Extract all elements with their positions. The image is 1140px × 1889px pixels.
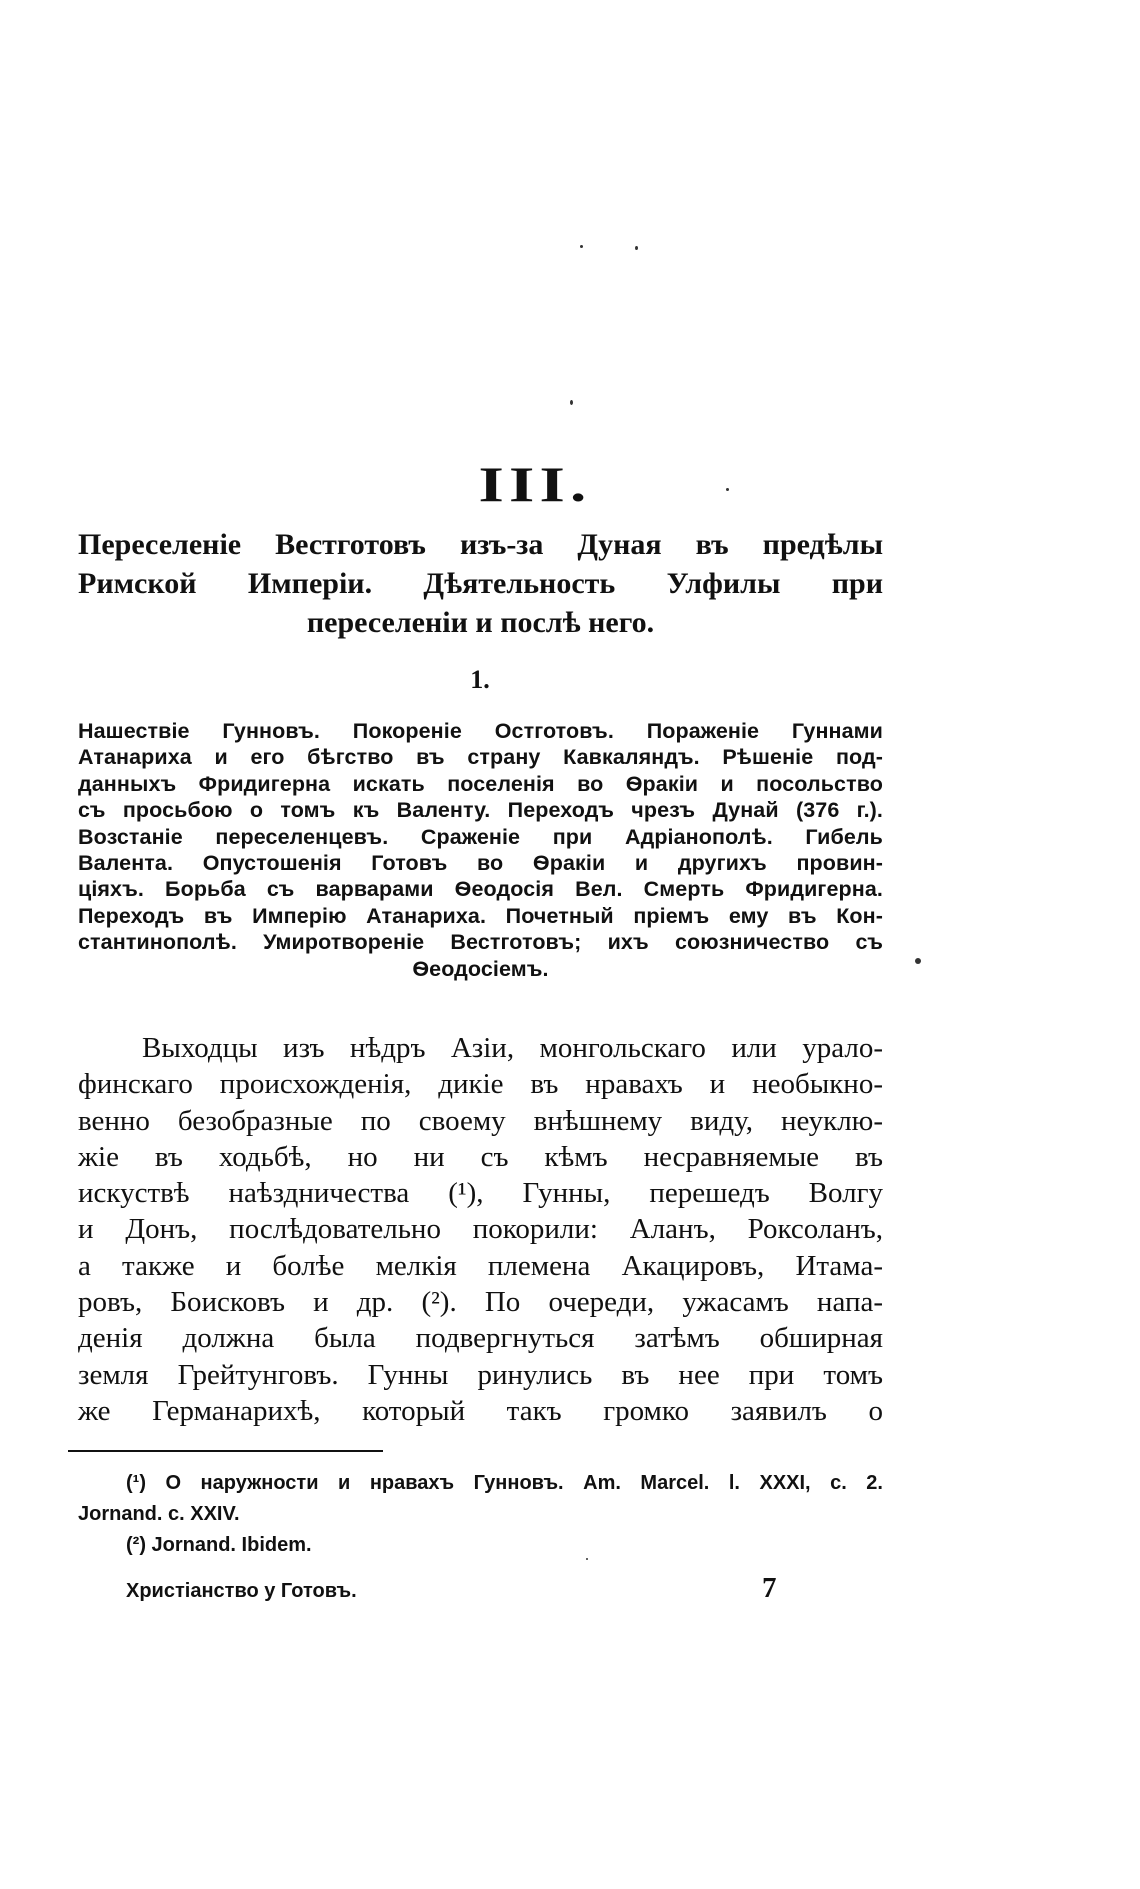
summary-line: Атанариха и его бѣгство въ страну Кавкаляндъ. Рѣшеніе под- (78, 745, 883, 770)
body-line: искуствѣ наѣздничества (¹), Гунны, перешедъ Волгу (78, 1177, 883, 1210)
summary-line: Переходъ въ Имперію Атанариха. Почетный пріемъ ему въ Кон- (78, 903, 883, 928)
scan-speck (570, 400, 573, 405)
footnote-1-continuation: Jornand. c. XXIV. (78, 1503, 240, 1525)
chapter-title-line: Переселеніе Вестготовъ изъ-за Дуная въ предѣлы (78, 528, 883, 561)
footnote-divider (68, 1450, 383, 1452)
page-number: 7 (762, 1572, 777, 1604)
footnote-1: (¹) О наружности и нравахъ Гунновъ. Am. Marcel. l. XXXI, c. 2. (126, 1472, 883, 1494)
chapter-number: III. (478, 456, 592, 512)
chapter-title-line: Римской Имперіи. Дѣятельность Улфилы при (78, 567, 883, 600)
section-number: 1. (470, 665, 490, 694)
summary-line: Нашествіе Гунновъ. Покореніе Остготовъ. Пораженіе Гуннами (78, 719, 883, 743)
summary-line: съ просьбою о томъ къ Валенту. Переходъ чрезъ Дунай (376 г.). (78, 798, 883, 823)
body-line: венно безобразные по своему внѣшнему виду, неуклю- (78, 1104, 883, 1137)
body-line: а также и болѣе мелкія племена Акацировъ, Итама- (78, 1249, 883, 1282)
summary-line: Возстаніе переселенцевъ. Сраженіе при Адріанополѣ. Гибель (78, 824, 883, 849)
scan-speck (726, 488, 729, 491)
body-line: ровъ, Боисковъ и др. (²). По очереди, ужасамъ напа- (78, 1286, 883, 1319)
scan-speck (580, 245, 583, 248)
scan-speck (635, 246, 638, 250)
scan-speck (586, 1558, 588, 1560)
running-footer-title: Христіанство у Готовъ. (126, 1580, 357, 1602)
chapter-summary (78, 718, 883, 982)
body-line: финскаго происхожденія, дикіе въ нравахъ и необыкно- (78, 1068, 883, 1101)
body-line: жіе въ ходьбѣ, но ни съ кѣмъ несравняемые въ (78, 1140, 883, 1173)
summary-line: данныхъ Фридигерна искать поселенія во Ѳракіи и посольство (78, 771, 883, 796)
body-line: Выходцы изъ нѣдръ Азіи, монгольскаго или урало- (142, 1032, 883, 1064)
footnotes (78, 1468, 883, 1561)
body-line: денія должна была подвергнуться затѣмъ обширная (78, 1322, 883, 1355)
scan-speck (915, 958, 921, 964)
summary-line: Ѳеодосіемъ. (412, 956, 549, 981)
chapter-title-line: переселеніи и послѣ него. (306, 606, 655, 639)
summary-line: стантинополѣ. Умиротвореніе Вестготовъ; ихъ союзничество съ (78, 930, 883, 955)
body-line: земля Грейтунговъ. Гунны ринулись въ нее при томъ (78, 1358, 883, 1391)
footnote-2: (²) Jornand. Ibidem. (126, 1534, 312, 1556)
summary-line: ціяхъ. Борьба съ варварами Ѳеодосія Вел. Смерть Фридигерна. (78, 877, 883, 902)
body-line: и Донъ, послѣдовательно покорили: Аланъ, Роксоланъ, (78, 1213, 883, 1246)
body-paragraph (78, 1030, 883, 1429)
summary-line: Валента. Опустошенія Готовъ во Ѳракіи и другихъ провин- (78, 851, 883, 876)
chapter-title (78, 525, 883, 642)
body-line: же Германарихѣ, который такъ громко заявилъ о (78, 1394, 883, 1427)
